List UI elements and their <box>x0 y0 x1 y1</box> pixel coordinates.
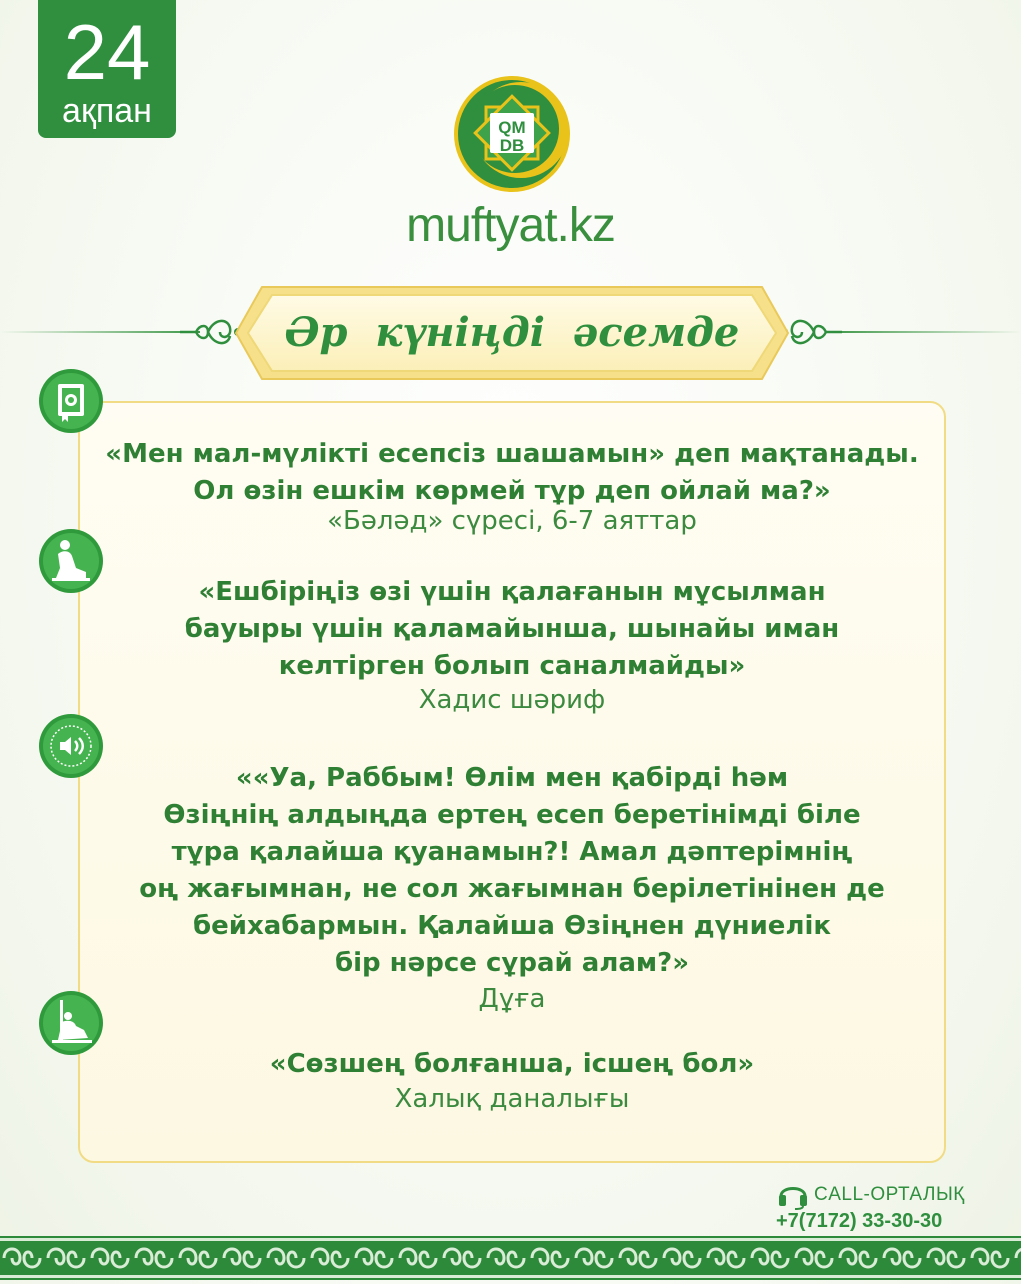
divider-left <box>0 331 200 333</box>
quote-hadith: «Ешбіріңіз өзі үшін қалағанын мұсылман бауыры үшін қаламайынша, шынайы иман келтірген болып саналмайды» <box>184 577 840 681</box>
date-day: 24 <box>63 8 151 96</box>
dumk-logo <box>453 75 571 193</box>
call-center[interactable] <box>776 1178 966 1234</box>
quran-book-icon <box>38 368 104 434</box>
call-center-phone[interactable]: +7(7172) 33-30-30 <box>776 1210 943 1232</box>
site-name[interactable]: muftyat.kz <box>406 199 615 252</box>
headset-icon <box>776 1178 810 1210</box>
quote-dua: ««Уа, Раббым! Өлім мен қабірді һәм Өзіңнің алдыңда ертең есеп беретінімді біле тұра қалайша қуанамын?! Амал дәптерімнің оң жағымнан, не сол жағымнан берілетінінен де бейхабармын. Қалайша Өзіңнен дүниелік бір нәрсе сұрай алам?» <box>139 763 885 978</box>
quote-quran: «Мен мал-мүлікті есепсіз шашамын» деп мақтанады. Ол өзін ешкім көрмей тұр деп ойлай ма?» <box>105 439 919 506</box>
call-center-label: CALL-ОРТАЛЫҚ <box>814 1184 965 1205</box>
source-dua: Дұға <box>478 984 546 1014</box>
ornamental-border <box>0 1236 1021 1280</box>
quote-folk-wisdom: «Сөзшең болғанша, ісшең бол» <box>269 1049 755 1079</box>
date-month: ақпан <box>62 92 152 130</box>
source-folk-wisdom: Халық даналығы <box>394 1084 630 1114</box>
source-hadith: Хадис шәриф <box>418 685 606 715</box>
date-badge <box>38 0 176 138</box>
logo-text-bottom: DB <box>499 136 525 155</box>
source-quran: «Бәләд» сүресі, 6-7 аяттар <box>327 506 697 536</box>
logo-text-top: QM <box>498 118 526 137</box>
divider-right <box>830 331 1021 333</box>
banner-title: Әр күніңді әсемде <box>284 309 740 356</box>
